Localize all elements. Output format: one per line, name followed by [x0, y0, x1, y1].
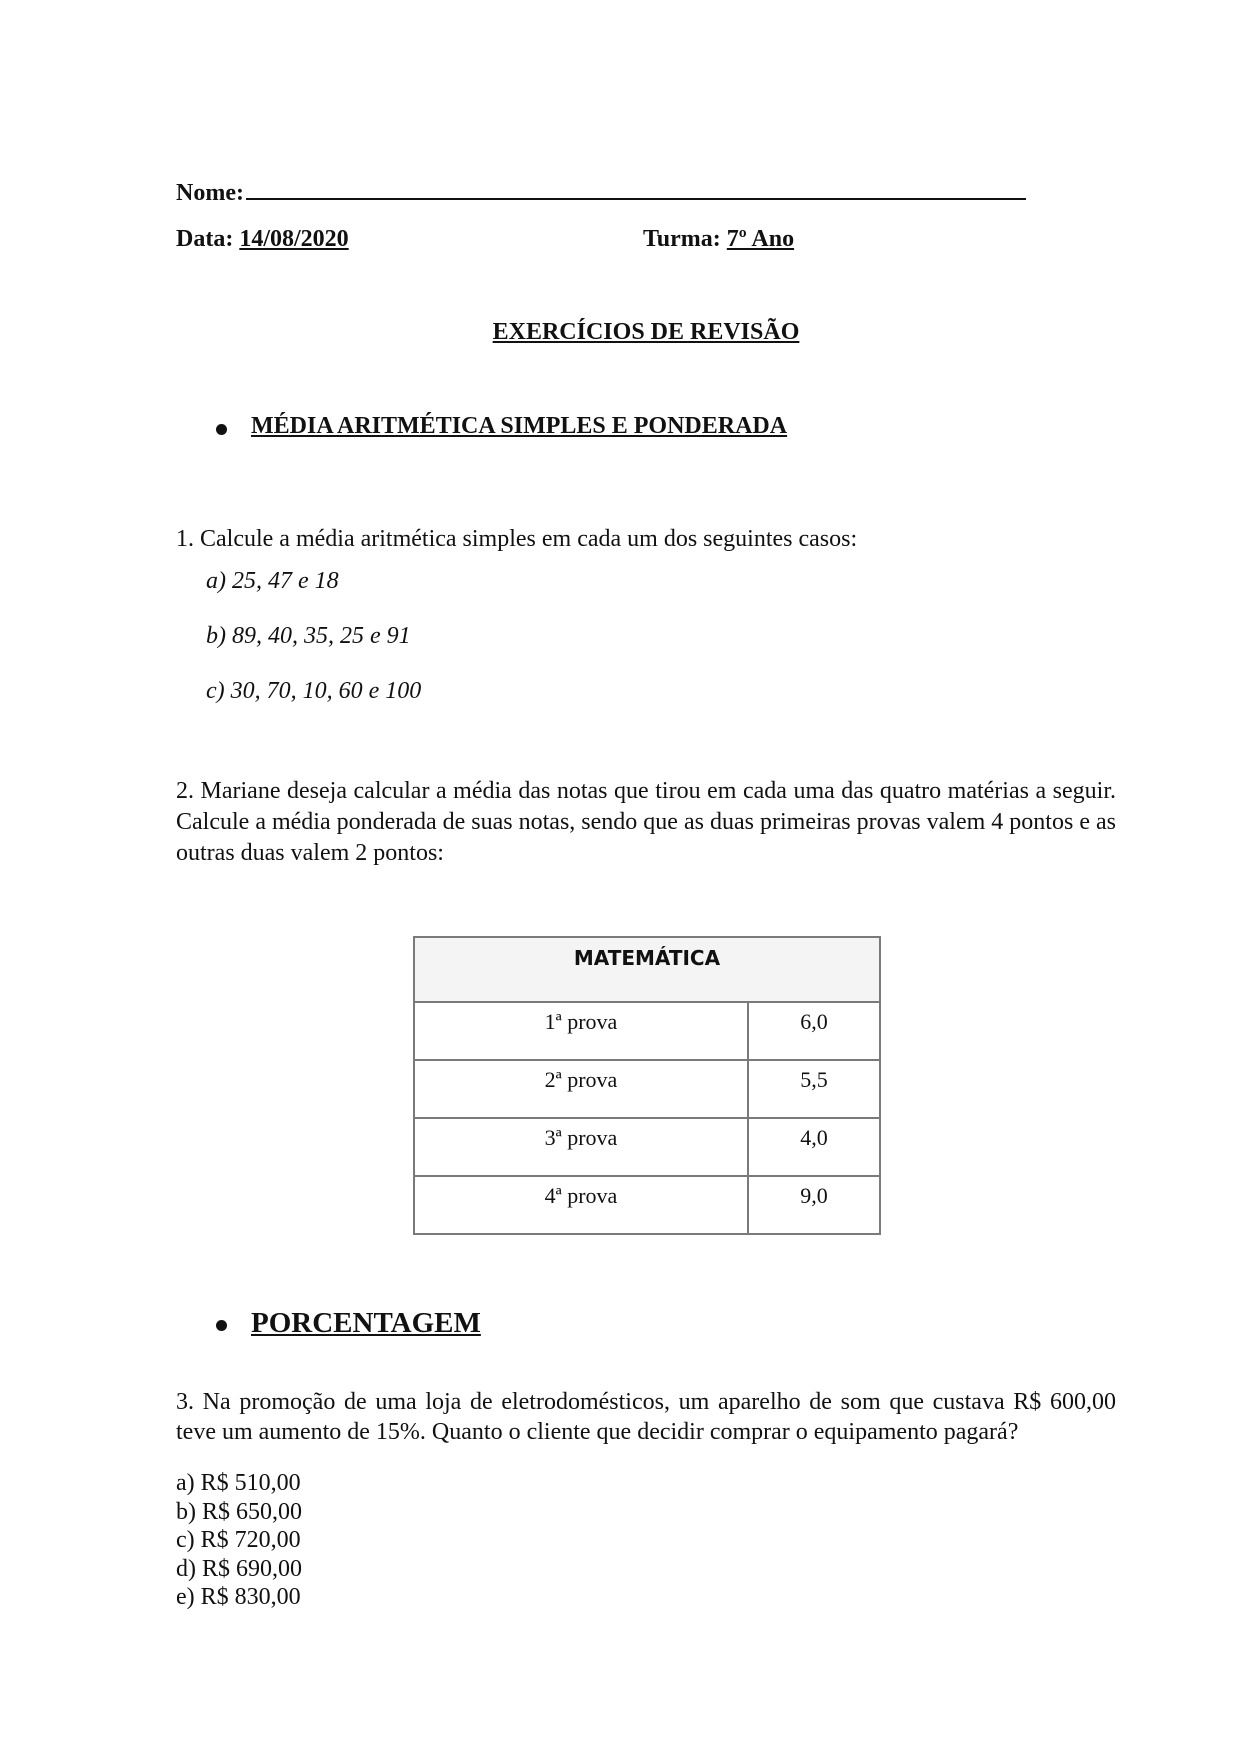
class-label: Turma: — [643, 226, 721, 252]
bullet-icon — [216, 424, 227, 435]
option-e: e) R$ 830,00 — [176, 1584, 301, 1610]
question-1-item-c: c) 30, 70, 10, 60 e 100 — [206, 678, 422, 704]
bullet-icon — [216, 1320, 227, 1331]
table-cell-label: 1ª prova — [414, 1002, 748, 1060]
question-1-item-b: b) 89, 40, 35, 25 e 91 — [206, 623, 411, 649]
name-field-line — [176, 176, 1026, 207]
option-c: c) R$ 720,00 — [176, 1527, 301, 1553]
class-row — [643, 226, 794, 253]
date-label: Data: — [176, 226, 234, 252]
table-row — [414, 1002, 880, 1060]
table-cell-value: 5,5 — [748, 1060, 880, 1118]
option-a: a) R$ 510,00 — [176, 1470, 301, 1496]
question-3-options — [176, 1469, 302, 1612]
table-row — [414, 1118, 880, 1176]
table-cell-label: 3ª prova — [414, 1118, 748, 1176]
date-row — [176, 226, 349, 253]
table-cell-value: 6,0 — [748, 1002, 880, 1060]
question-3-text: 3. Na promoção de uma loja de eletrodomésticos, um aparelho de som que custava R$ 600,00 teve um aumento de 15%. Quanto o cliente que decidir comprar o equipamento pagará? — [176, 1389, 1116, 1445]
class-value: 7º Ano — [726, 226, 795, 252]
grades-table — [413, 936, 881, 1235]
table-header-row — [414, 937, 880, 1002]
name-blank-line — [246, 176, 1026, 200]
option-b: b) R$ 650,00 — [176, 1498, 302, 1525]
question-1-text: 1. Calcule a média aritmética simples em cada um dos seguintes casos: — [176, 526, 858, 552]
section-heading-media: MÉDIA ARITMÉTICA SIMPLES E PONDERADA — [251, 413, 788, 439]
table-cell-label: 4ª prova — [414, 1176, 748, 1234]
name-label: Nome: — [176, 180, 244, 206]
table-cell-label: 2ª prova — [414, 1060, 748, 1118]
question-1-item-a: a) 25, 47 e 18 — [206, 568, 339, 594]
table-row — [414, 1060, 880, 1118]
table-row — [414, 1176, 880, 1234]
option-d: d) R$ 690,00 — [176, 1555, 302, 1582]
document-title: EXERCÍCIOS DE REVISÃO — [492, 319, 800, 345]
section-heading-porcentagem: PORCENTAGEM — [251, 1307, 481, 1339]
table-cell-value: 9,0 — [748, 1176, 880, 1234]
question-2-text: 2. Mariane deseja calcular a média das notas que tirou em cada uma das quatro matérias a seguir. Calcule a média ponderada de suas notas, sendo que as duas primeiras provas valem 4 pontos e as outras duas valem 2 pontos: — [176, 778, 1116, 866]
table-header-cell: MATEMÁTICA — [414, 937, 880, 1002]
table-cell-value: 4,0 — [748, 1118, 880, 1176]
date-value: 14/08/2020 — [239, 226, 349, 252]
